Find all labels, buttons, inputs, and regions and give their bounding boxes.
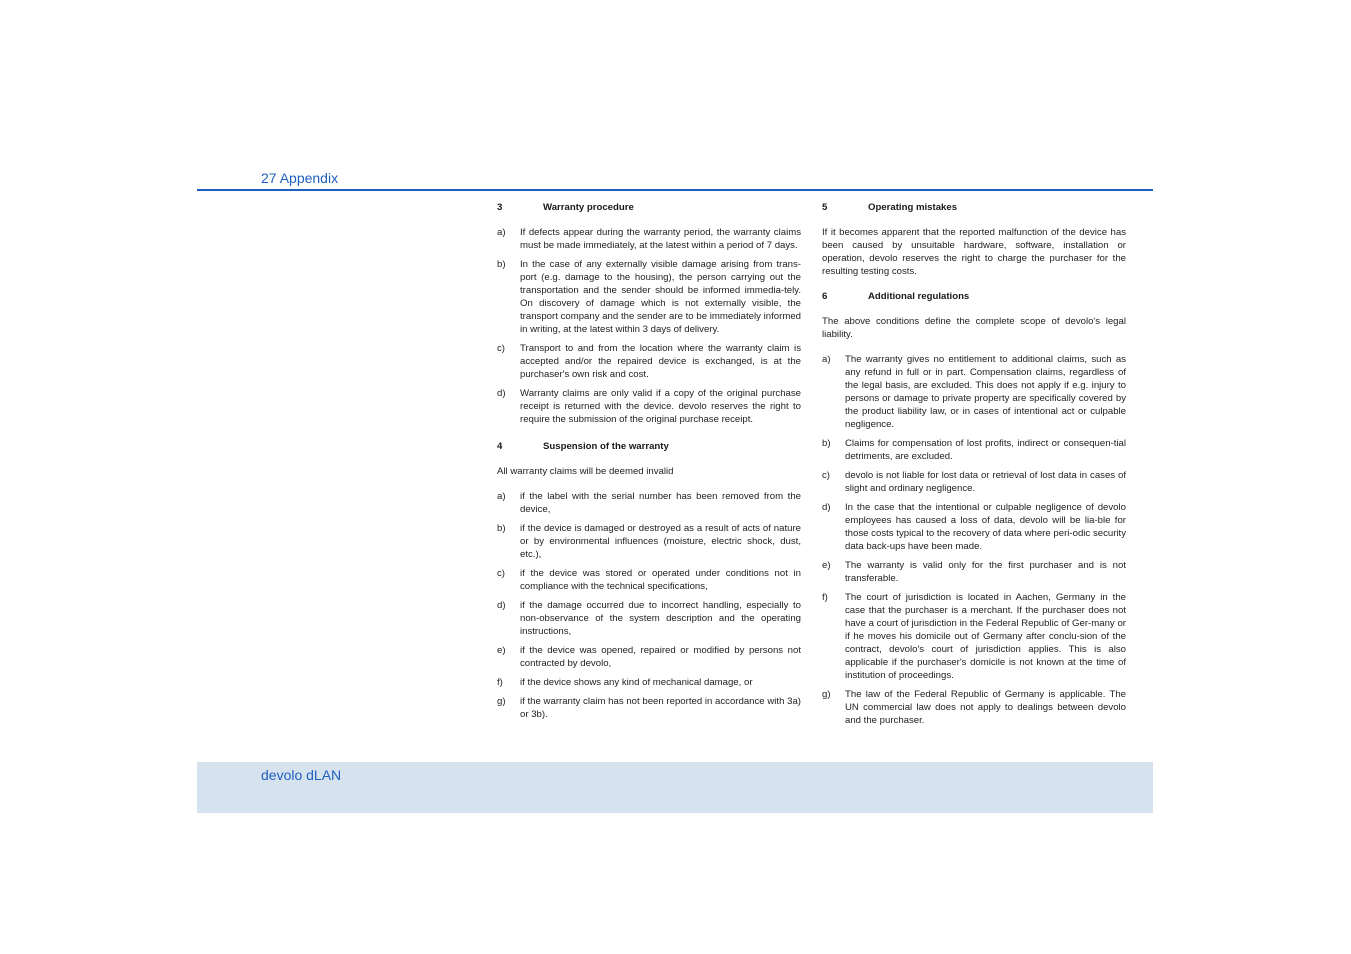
section-3-item	[497, 258, 801, 336]
list-item-label: c)	[822, 470, 830, 481]
list-item-label: g)	[497, 696, 506, 707]
section-4-heading	[497, 440, 801, 453]
list-item-label: c)	[497, 343, 505, 354]
list-item-text: if the device shows any kind of mechanical damage, or	[520, 677, 753, 688]
list-item-label: g)	[822, 689, 831, 700]
list-item-text: if the warranty claim has not been reported in accordance with 3a) or 3b).	[520, 696, 801, 720]
section-3-heading	[497, 201, 801, 214]
footer-title: devolo dLAN	[261, 767, 342, 783]
section-5-title: Operating mistakes	[868, 202, 958, 213]
section-6-item	[822, 591, 1126, 682]
section-3-item	[497, 226, 801, 252]
list-item-label: c)	[497, 568, 505, 579]
section-6-item	[822, 688, 1126, 727]
list-item-text: devolo is not liable for lost data or retrieval of lost data in cases of slight and ordinary negligence.	[845, 470, 1126, 494]
list-item-label: d)	[497, 388, 506, 399]
section-6-item	[822, 437, 1126, 463]
section-4-item	[497, 490, 801, 516]
section-4-item	[497, 695, 801, 721]
section-6-item	[822, 353, 1126, 431]
section-5-text: If it becomes apparent that the reported malfunction of the device has been caused by unsuitable hardware, software, installation or operation, devolo reserves the right to charge the purchaser for the resulting testing costs.	[822, 227, 1126, 277]
right-column	[822, 201, 1126, 733]
list-item-label: e)	[497, 645, 506, 656]
page-header-title: 27 Appendix	[261, 170, 339, 186]
list-item-label: b)	[497, 523, 506, 534]
section-4-item	[497, 644, 801, 670]
section-3-number: 3	[497, 202, 503, 213]
section-6-heading	[822, 290, 1126, 303]
list-item-text: If defects appear during the warranty period, the warranty claims must be made immediately, at the latest within a period of 7 days.	[520, 227, 801, 251]
list-item-text: if the device was opened, repaired or modified by persons not contracted by devolo,	[520, 645, 801, 669]
list-item-label: b)	[497, 259, 506, 270]
section-4-title: Suspension of the warranty	[543, 441, 669, 452]
section-4-number: 4	[497, 441, 503, 452]
section-6-item	[822, 469, 1126, 495]
section-4-item	[497, 567, 801, 593]
section-6-item	[822, 559, 1126, 585]
list-item-text: The court of jurisdiction is located in Aachen, Germany in the case that the purchaser is a merchant. If the purchaser does not have a court of jurisdiction in the Federal Republic of Ger-many or if he moves his domicile out of Germany after conclu-sion of the contract, devolo's court of jurisdiction applies. This is also applicable if the purchaser's domicile is not known at the time of institution of proceedings.	[845, 592, 1126, 681]
list-item-text: In the case of any externally visible damage arising from trans-port (e.g. damage to the housing), the person carrying out the transportation and the sender should be informed immedia-tely. On discovery of damage which is not externally visible, the transport company and the sender are to be immediately informed in writing, at the latest within 3 days of delivery.	[520, 259, 801, 335]
list-item-text: The warranty is valid only for the first purchaser and is not transferable.	[845, 560, 1126, 584]
section-3-list	[497, 226, 801, 426]
section-5-heading	[822, 201, 1126, 214]
list-item-label: a)	[497, 227, 506, 238]
section-6-intro: The above conditions define the complete scope of devolo's legal liability.	[822, 316, 1126, 340]
list-item-text: In the case that the intentional or culpable negligence of devolo employees has caused a loss of data, devolo will be lia-ble for those costs typical to the recovery of data where peri-odic security data back-ups have been made.	[845, 502, 1126, 552]
section-4-list	[497, 490, 801, 721]
section-3-title: Warranty procedure	[543, 202, 634, 213]
list-item-text: Transport to and from the location where the warranty claim is accepted and/or the repaired device is exchanged, is at the purchaser's own risk and cost.	[520, 343, 801, 380]
list-item-label: d)	[497, 600, 506, 611]
section-4-item	[497, 522, 801, 561]
list-item-label: f)	[497, 677, 503, 688]
section-4-item	[497, 599, 801, 638]
list-item-label: a)	[822, 354, 831, 365]
list-item-label: f)	[822, 592, 828, 603]
list-item-label: e)	[822, 560, 831, 571]
list-item-text: if the label with the serial number has been removed from the device,	[520, 491, 801, 515]
section-6-title: Additional regulations	[868, 291, 970, 302]
list-item-text: Claims for compensation of lost profits, indirect or consequen-tial detriments, are excluded.	[845, 438, 1126, 462]
list-item-text: if the device was stored or operated under conditions not in compliance with the technical specifications,	[520, 568, 801, 592]
left-column	[497, 201, 801, 727]
list-item-label: d)	[822, 502, 831, 513]
section-4-item	[497, 676, 801, 689]
section-3-item	[497, 387, 801, 426]
list-item-text: Warranty claims are only valid if a copy of the original purchase receipt is returned with the device. devolo reserves the right to require the submission of the original purchase receipt.	[520, 388, 801, 425]
list-item-text: if the damage occurred due to incorrect handling, especially to non-observance of the system description and the operating instructions,	[520, 600, 801, 637]
footer-band	[197, 762, 1153, 813]
section-4-intro: All warranty claims will be deemed invalid	[497, 466, 674, 477]
section-6-item	[822, 501, 1126, 553]
list-item-text: if the device is damaged or destroyed as a result of acts of nature or by environmental influences (moisture, electric shock, dust, etc.),	[520, 523, 801, 560]
list-item-text: The warranty gives no entitlement to additional claims, such as any refund in full or in part. Compensation claims, regardless of the legal basis, are excluded. This does not apply if e.g. injury to persons or damage to private property are specifically covered by the product liability law, or in cases of intentional act or culpable negligence.	[845, 354, 1126, 430]
section-5-number: 5	[822, 202, 828, 213]
header-rule	[197, 189, 1153, 191]
list-item-label: a)	[497, 491, 506, 502]
list-item-text: The law of the Federal Republic of Germany is applicable. The UN commercial law does not apply to dealings between devolo and the purchaser.	[845, 689, 1126, 726]
section-6-list	[822, 353, 1126, 727]
list-item-label: b)	[822, 438, 831, 449]
section-6-number: 6	[822, 291, 828, 302]
section-3-item	[497, 342, 801, 381]
